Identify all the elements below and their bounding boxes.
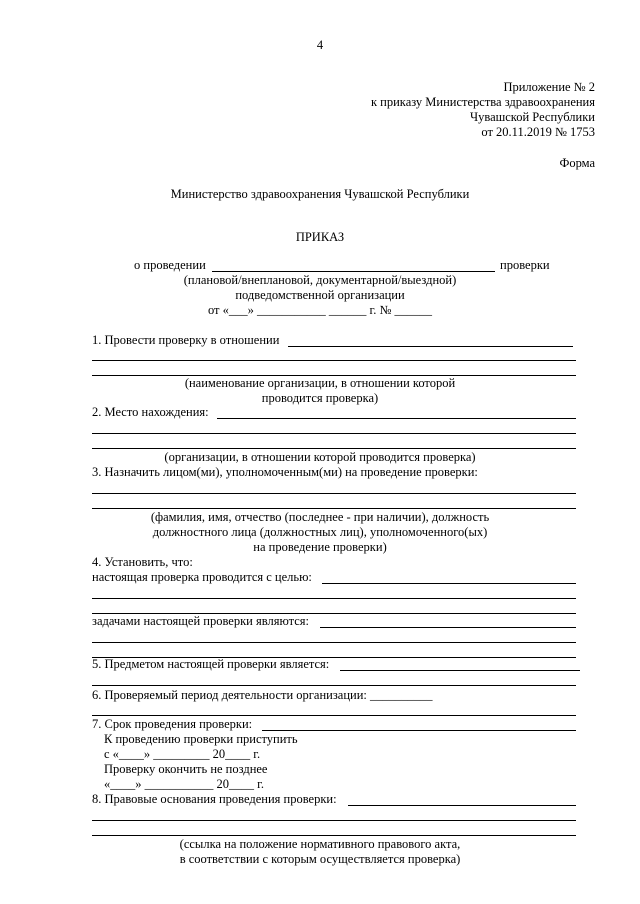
- item-3-blank-1[interactable]: [92, 493, 576, 494]
- item-6-label: 6. Проверяемый период деятельности организации: __________: [92, 688, 433, 702]
- item-4-label: 4. Установить, что:: [92, 555, 193, 569]
- item-3-blank-2[interactable]: [92, 508, 576, 509]
- item-4-goal-label: настоящая проверка проводится с целью:: [92, 570, 312, 584]
- appendix-line-1: Приложение № 2: [503, 80, 595, 94]
- item-8-blank[interactable]: [348, 805, 576, 806]
- item-1-blank-2[interactable]: [92, 360, 576, 361]
- ministry-name: Министерство здравоохранения Чувашской Республики: [170, 187, 470, 201]
- appendix-line-3: Чувашской Республики: [469, 110, 595, 124]
- item-3-note-2: должностного лица (должностных лиц), уполномоченного(ых): [152, 525, 488, 539]
- item-7-end: Проверку окончить не позднее: [104, 762, 268, 776]
- item-1-label: 1. Провести проверку в отношении: [92, 333, 280, 347]
- item-8-blank-3[interactable]: [92, 835, 576, 836]
- item-7-start-date: с «____» _________ 20____ г.: [104, 747, 261, 761]
- subject-note: (плановой/внеплановой, документарной/выездной): [183, 273, 457, 287]
- item-5-label: 5. Предметом настоящей проверки является:: [92, 657, 330, 671]
- item-2-label: 2. Место нахождения:: [92, 405, 209, 419]
- subject-blank[interactable]: [212, 271, 495, 272]
- item-2-blank-3[interactable]: [92, 448, 576, 449]
- page-number: 4: [316, 38, 324, 52]
- item-4-goal-blank-2[interactable]: [92, 598, 576, 599]
- item-6-blank-2[interactable]: [92, 715, 576, 716]
- item-8-label: 8. Правовые основания проведения проверки:: [92, 792, 337, 806]
- subject-line-3: подведомственной организации: [235, 288, 405, 302]
- item-7-blank[interactable]: [262, 730, 576, 731]
- subject-suffix: проверки: [500, 258, 550, 272]
- item-5-blank-2[interactable]: [92, 685, 576, 686]
- item-2-blank-2[interactable]: [92, 433, 576, 434]
- item-5-blank[interactable]: [340, 670, 580, 671]
- item-1-note-1: (наименование организации, в отношении которой: [184, 376, 456, 390]
- item-4-tasks-label: задачами настоящей проверки являются:: [92, 614, 310, 628]
- item-3-note-3: на проведение проверки): [253, 540, 387, 554]
- item-4-goal-blank[interactable]: [322, 583, 576, 584]
- document-title: ПРИКАЗ: [295, 230, 345, 244]
- appendix-line-4: от 20.11.2019 № 1753: [481, 125, 595, 139]
- item-7-start: К проведению проверки приступить: [104, 732, 298, 746]
- item-8-blank-2[interactable]: [92, 820, 576, 821]
- item-8-note-2: в соответствии с которым осуществляется проверка): [179, 852, 461, 866]
- item-1-note-2: проводится проверка): [261, 391, 379, 405]
- form-label: Форма: [559, 156, 595, 170]
- item-2-note: (организации, в отношении которой проводится проверка): [164, 450, 476, 464]
- order-date-number: от «___» ___________ ______ г. № ______: [207, 303, 433, 317]
- item-8-note-1: (ссылка на положение нормативного правового акта,: [179, 837, 461, 851]
- appendix-line-2: к приказу Министерства здравоохранения: [370, 95, 595, 109]
- item-3-note-1: (фамилия, имя, отчество (последнее - при наличии), должность: [150, 510, 490, 524]
- item-3-label: 3. Назначить лицом(ми), уполномоченным(ми) на проведение проверки:: [92, 465, 478, 479]
- item-7-label: 7. Срок проведения проверки:: [92, 717, 253, 731]
- item-2-blank[interactable]: [217, 418, 576, 419]
- item-7-end-date: «____» ___________ 20____ г.: [104, 777, 264, 791]
- item-1-blank[interactable]: [288, 346, 573, 347]
- item-4-tasks-blank[interactable]: [320, 627, 576, 628]
- item-4-tasks-blank-2[interactable]: [92, 642, 576, 643]
- subject-prefix: о проведении: [134, 258, 206, 272]
